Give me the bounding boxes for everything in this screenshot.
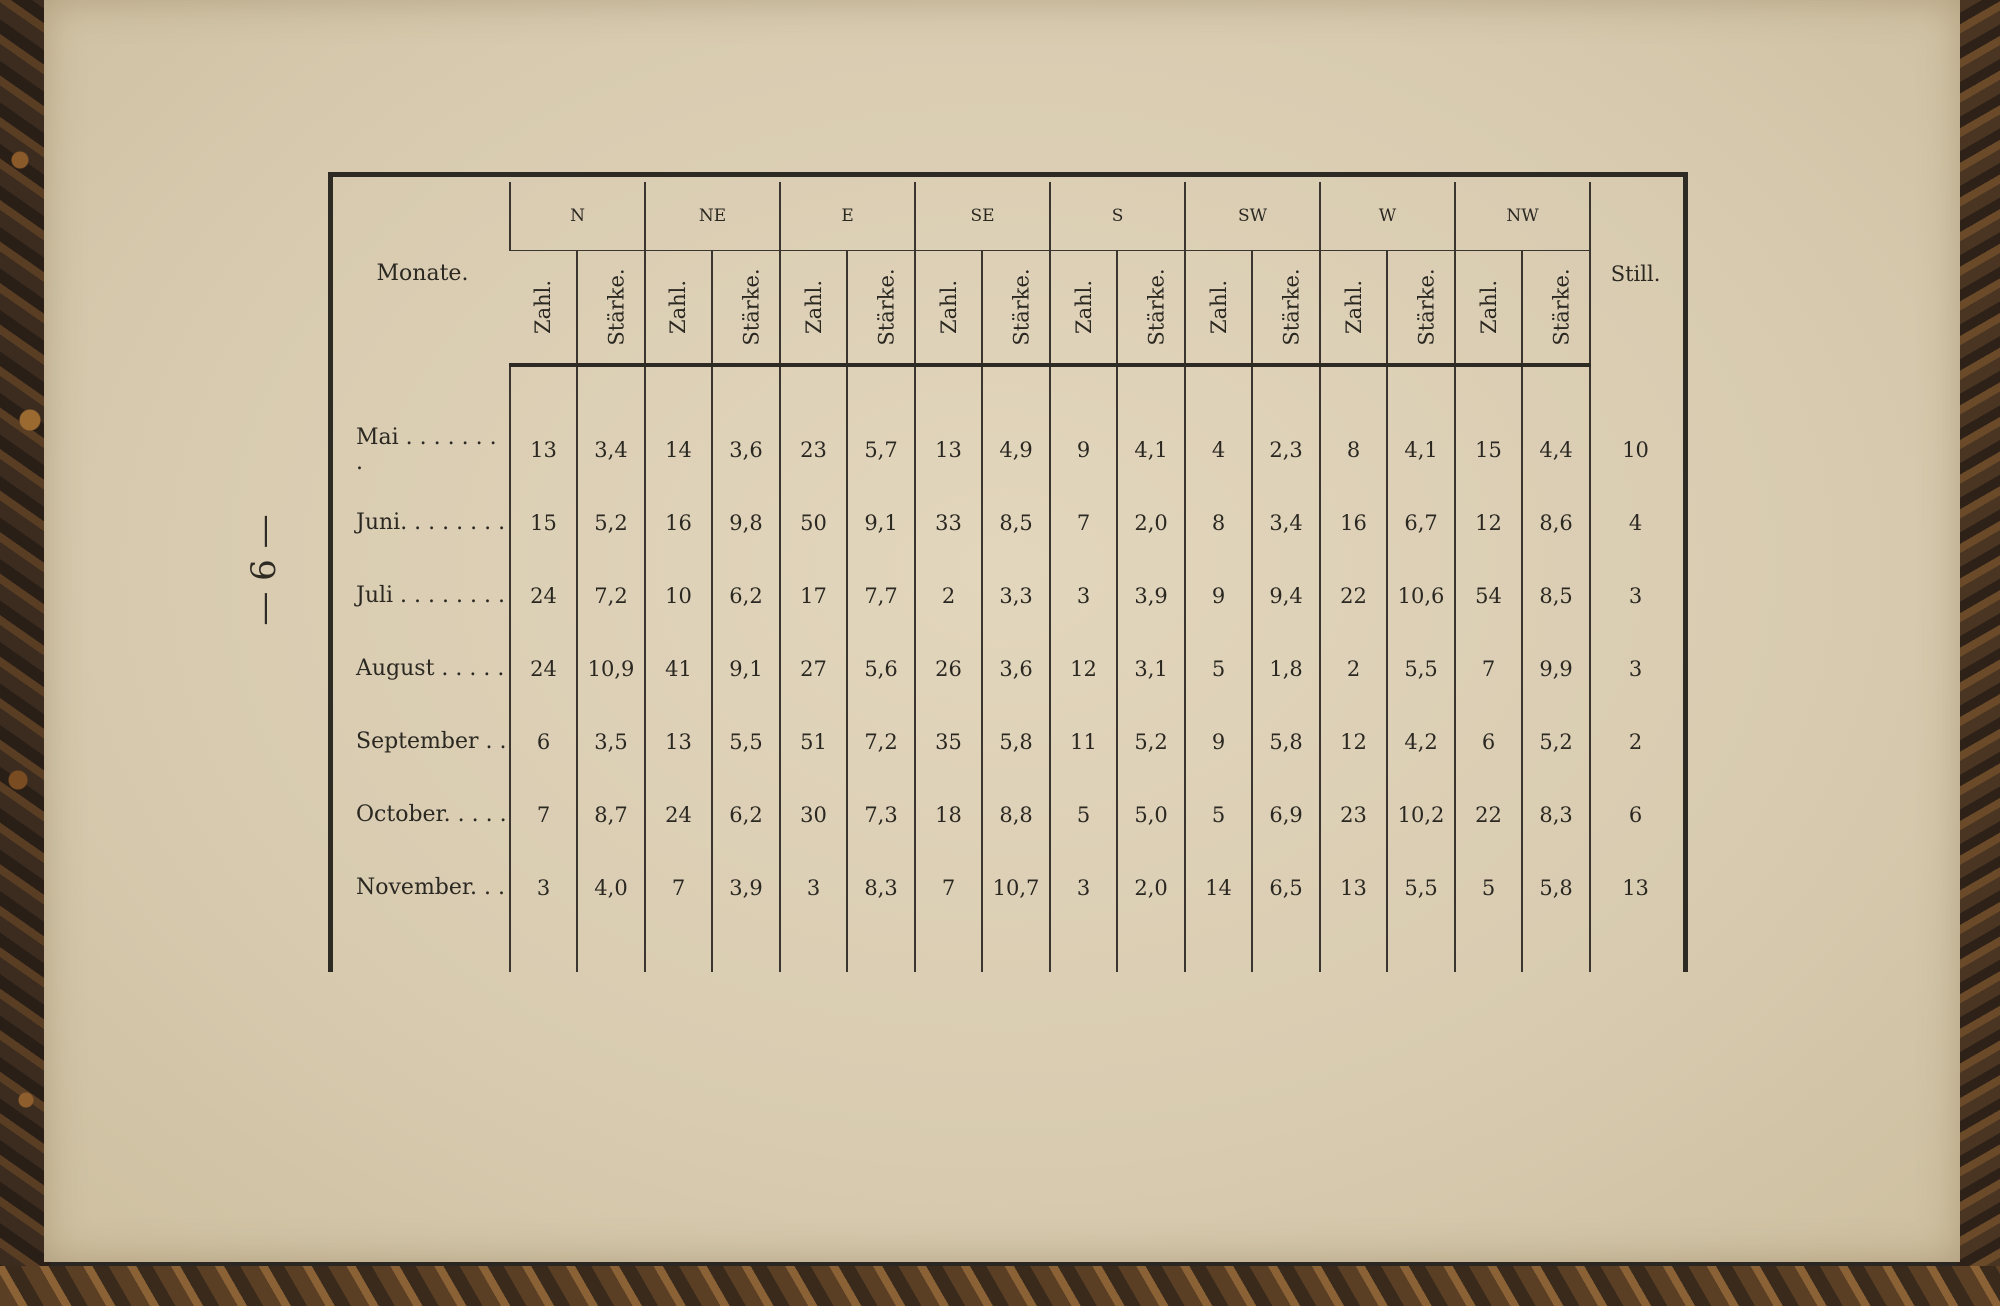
value-cell: 4 [1185,413,1252,486]
value-cell: 6,2 [712,778,780,851]
value-cell: 6,5 [1252,851,1320,924]
value-cell: 8 [1185,486,1252,559]
month-cell: Juni. . . . . . . . [356,510,506,535]
value-cell: 27 [780,632,847,705]
header-dir-w: W [1320,182,1455,251]
header-dir-nw: NW [1455,182,1590,251]
subheader-w-zahl [1320,251,1387,366]
value-cell: 9,1 [847,486,915,559]
table-row [336,705,1680,778]
tail-cell [780,924,847,972]
still-cell: 3 [1590,632,1680,705]
tail-cell [1522,924,1590,972]
subheader-label: Zahl. [1341,279,1366,335]
subheader-nw-zahl [1455,251,1522,366]
value-cell: 3,5 [577,705,645,778]
value-cell: 2 [1320,632,1387,705]
tail-cell [336,924,510,972]
month-cell: September . . [356,729,507,754]
header-dir-s: S [1050,182,1185,251]
header-months: Monate. [376,261,469,286]
value-cell: 26 [915,632,982,705]
subheader-w-staerke [1387,251,1455,366]
value-cell: 41 [645,632,712,705]
value-cell: 3,1 [1117,632,1185,705]
value-cell: 2,0 [1117,851,1185,924]
header-dir-sw: SW [1185,182,1320,251]
value-cell: 13 [915,413,982,486]
value-cell: 15 [1455,413,1522,486]
tail-cell [510,924,577,972]
tail-cell [982,924,1050,972]
value-cell: 24 [510,559,577,632]
value-cell: 5,5 [1387,632,1455,705]
value-cell: 7,3 [847,778,915,851]
value-cell: 7,7 [847,559,915,632]
header-still: Still. [1590,182,1680,365]
month-cell: Mai . . . . . . . . [356,424,497,475]
subheader-n-staerke [577,251,645,366]
subheader-label: Zahl. [1071,279,1096,335]
value-cell: 8,8 [982,778,1050,851]
subheader-label: Stärke. [1414,268,1439,346]
value-cell: 3,9 [712,851,780,924]
header-dir-e: E [780,182,915,251]
value-cell: 6 [1455,705,1522,778]
value-cell: 51 [780,705,847,778]
value-cell: 13 [510,413,577,486]
subheader-label: Zahl. [936,279,961,335]
value-cell: 9,4 [1252,559,1320,632]
subheader-label: Stärke. [1549,268,1574,346]
subheader-label: Zahl. [801,279,826,335]
spacer-cell [1590,365,1680,413]
value-cell: 16 [1320,486,1387,559]
month-cell: October. . . . . [356,802,507,827]
month-cell: August . . . . . [356,656,505,681]
spacer-cell [1387,365,1455,413]
value-cell: 33 [915,486,982,559]
value-cell: 8,5 [982,486,1050,559]
subheader-label: Zahl. [1206,279,1231,335]
value-cell: 2,0 [1117,486,1185,559]
still-cell: 2 [1590,705,1680,778]
value-cell: 5,8 [1522,851,1590,924]
subheader-ne-staerke [712,251,780,366]
spacer-cell [510,365,577,413]
spacer-cell [577,365,645,413]
value-cell: 7 [510,778,577,851]
value-cell: 1,8 [1252,632,1320,705]
value-cell: 8,5 [1522,559,1590,632]
value-cell: 12 [1320,705,1387,778]
value-cell: 8,7 [577,778,645,851]
spacer-cell [1252,365,1320,413]
value-cell: 10 [645,559,712,632]
table-row [336,778,1680,851]
value-cell: 5 [1185,778,1252,851]
spacer-cell [1050,365,1117,413]
value-cell: 4,2 [1387,705,1455,778]
value-cell: 3 [510,851,577,924]
header-dir-se: SE [915,182,1050,251]
value-cell: 6 [510,705,577,778]
table-row [336,632,1680,705]
value-cell: 7 [1050,486,1117,559]
spacer-cell [336,365,510,413]
value-cell: 30 [780,778,847,851]
table-row [336,413,1680,486]
tail-cell [1387,924,1455,972]
value-cell: 4,1 [1117,413,1185,486]
book-edge-right [1958,0,2000,1306]
tail-cell [1320,924,1387,972]
book-edge-left [0,0,50,1306]
value-cell: 5,5 [712,705,780,778]
month-cell: November. . . [356,875,505,900]
value-cell: 5,2 [1522,705,1590,778]
tail-cell [1050,924,1117,972]
value-cell: 3,4 [577,413,645,486]
tail-cell [1455,924,1522,972]
subheader-e-zahl [780,251,847,366]
value-cell: 3,6 [712,413,780,486]
still-cell: 13 [1590,851,1680,924]
value-cell: 9,1 [712,632,780,705]
value-cell: 2,3 [1252,413,1320,486]
page-number: — 6 — [244,514,284,626]
subheader-label: Zahl. [666,279,691,335]
subheader-s-staerke [1117,251,1185,366]
value-cell: 10,6 [1387,559,1455,632]
spacer-cell [1117,365,1185,413]
tail-cell [712,924,780,972]
value-cell: 9 [1050,413,1117,486]
value-cell: 13 [1320,851,1387,924]
value-cell: 17 [780,559,847,632]
value-cell: 7 [915,851,982,924]
still-cell: 4 [1590,486,1680,559]
value-cell: 23 [780,413,847,486]
value-cell: 24 [645,778,712,851]
book-edge-bottom [0,1266,2000,1306]
value-cell: 5,6 [847,632,915,705]
value-cell: 12 [1455,486,1522,559]
value-cell: 5,8 [1252,705,1320,778]
value-cell: 8 [1320,413,1387,486]
table-row [336,486,1680,559]
value-cell: 5 [1455,851,1522,924]
subheader-nw-staerke [1522,251,1590,366]
value-cell: 2 [915,559,982,632]
subheader-ne-zahl [645,251,712,366]
subheader-sw-staerke [1252,251,1320,366]
subheader-label: Zahl. [531,279,555,335]
value-cell: 50 [780,486,847,559]
spacer-cell [1185,365,1252,413]
value-cell: 8,3 [847,851,915,924]
value-cell: 3,6 [982,632,1050,705]
subheader-label: Stärke. [604,268,629,346]
value-cell: 4,0 [577,851,645,924]
spacer-cell [1320,365,1387,413]
value-cell: 7 [645,851,712,924]
value-cell: 4,9 [982,413,1050,486]
tail-row [336,924,1680,972]
value-cell: 3,4 [1252,486,1320,559]
subheader-label: Stärke. [874,268,899,346]
value-cell: 14 [645,413,712,486]
value-cell: 3 [1050,559,1117,632]
value-cell: 14 [1185,851,1252,924]
tail-cell [847,924,915,972]
header-dir-ne: NE [645,182,780,251]
tail-cell [1590,924,1680,972]
value-cell: 15 [510,486,577,559]
table-row [336,559,1680,632]
subheader-s-zahl [1050,251,1117,366]
value-cell: 4,4 [1522,413,1590,486]
value-cell: 5 [1050,778,1117,851]
tail-cell [1117,924,1185,972]
tail-cell [1185,924,1252,972]
value-cell: 9 [1185,559,1252,632]
subheader-label: Zahl. [1476,279,1501,335]
value-cell: 5,7 [847,413,915,486]
value-cell: 6,7 [1387,486,1455,559]
subheader-label: Stärke. [739,268,764,346]
wind-table [336,182,1680,972]
value-cell: 5,0 [1117,778,1185,851]
value-cell: 12 [1050,632,1117,705]
still-cell: 3 [1590,559,1680,632]
tail-cell [915,924,982,972]
value-cell: 35 [915,705,982,778]
value-cell: 3 [1050,851,1117,924]
value-cell: 6,2 [712,559,780,632]
value-cell: 7 [1455,632,1522,705]
value-cell: 23 [1320,778,1387,851]
value-cell: 5,2 [1117,705,1185,778]
value-cell: 11 [1050,705,1117,778]
value-cell: 3 [780,851,847,924]
still-cell: 10 [1590,413,1680,486]
value-cell: 9,9 [1522,632,1590,705]
spacer-cell [1455,365,1522,413]
value-cell: 18 [915,778,982,851]
value-cell: 5,2 [577,486,645,559]
spacer-cell [915,365,982,413]
spacer-cell [1522,365,1590,413]
subheader-se-zahl [915,251,982,366]
tail-cell [577,924,645,972]
subheader-sw-zahl [1185,251,1252,366]
value-cell: 9,8 [712,486,780,559]
value-cell: 13 [645,705,712,778]
value-cell: 3,9 [1117,559,1185,632]
subheader-se-staerke [982,251,1050,366]
tail-cell [1252,924,1320,972]
value-cell: 10,2 [1387,778,1455,851]
value-cell: 10,9 [577,632,645,705]
value-cell: 3,3 [982,559,1050,632]
value-cell: 10,7 [982,851,1050,924]
value-cell: 54 [1455,559,1522,632]
sub-header-row [336,251,1680,366]
value-cell: 24 [510,632,577,705]
table-body [336,365,1680,972]
still-cell: 6 [1590,778,1680,851]
tail-cell [645,924,712,972]
month-cell: Juli . . . . . . . . [356,583,505,608]
value-cell: 6,9 [1252,778,1320,851]
value-cell: 8,3 [1522,778,1590,851]
value-cell: 22 [1455,778,1522,851]
spacer-cell [847,365,915,413]
value-cell: 5,8 [982,705,1050,778]
value-cell: 5,5 [1387,851,1455,924]
spacer-cell [780,365,847,413]
value-cell: 8,6 [1522,486,1590,559]
subheader-label: Stärke. [1144,268,1169,346]
value-cell: 9 [1185,705,1252,778]
spacer-cell [645,365,712,413]
subheader-e-staerke [847,251,915,366]
value-cell: 7,2 [577,559,645,632]
subheader-label: Stärke. [1279,268,1304,346]
subheader-label: Stärke. [1009,268,1034,346]
header-dir-n: N [510,182,645,251]
value-cell: 16 [645,486,712,559]
spacer-row [336,365,1680,413]
table-row [336,851,1680,924]
value-cell: 7,2 [847,705,915,778]
spacer-cell [712,365,780,413]
subheader-n-zahl [510,251,577,366]
value-cell: 4,1 [1387,413,1455,486]
value-cell: 22 [1320,559,1387,632]
spacer-cell [982,365,1050,413]
value-cell: 5 [1185,632,1252,705]
